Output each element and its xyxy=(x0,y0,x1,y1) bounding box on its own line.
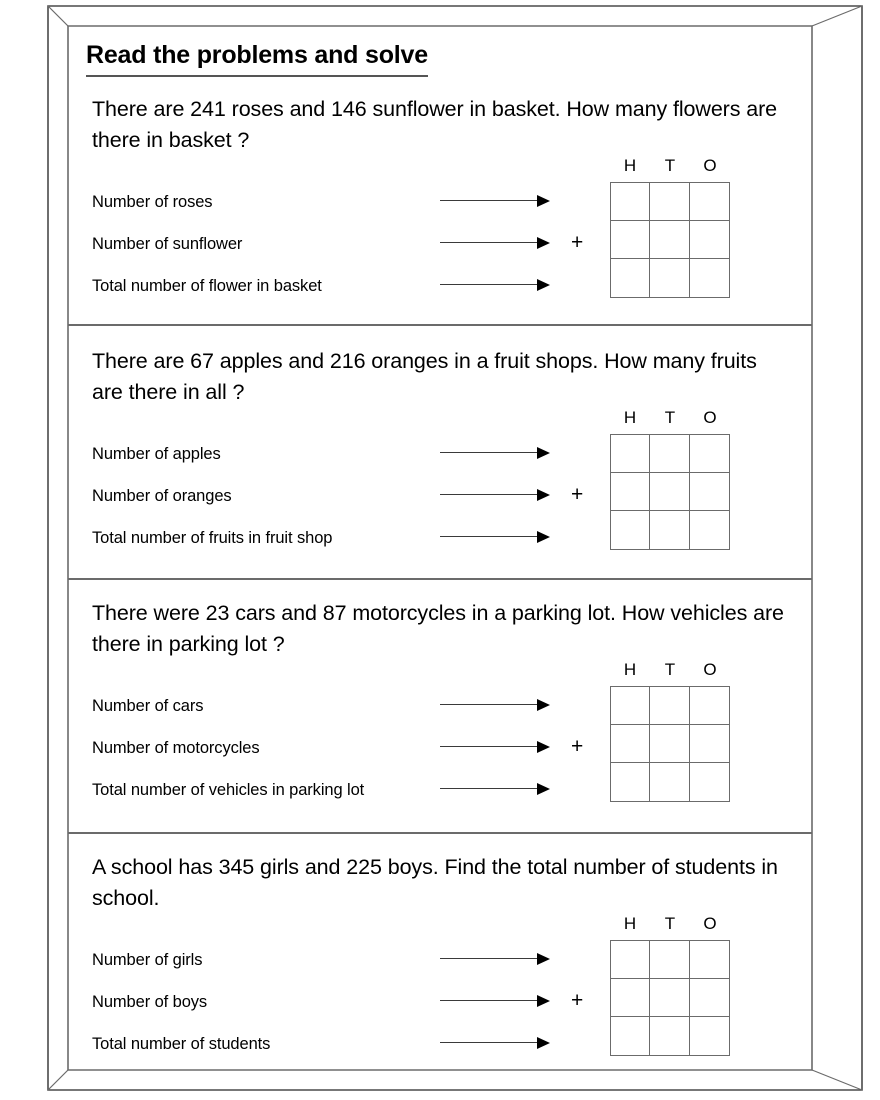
problem-3-row-1-label: Number of cars xyxy=(92,697,204,715)
answer-cell[interactable] xyxy=(611,473,650,511)
answer-cell[interactable] xyxy=(690,435,729,473)
problem-2-row-3-label: Total number of fruits in fruit shop xyxy=(92,529,333,547)
problem-3-answer-grid[interactable] xyxy=(610,686,730,802)
answer-cell[interactable] xyxy=(650,725,689,763)
answer-cell[interactable] xyxy=(690,763,729,801)
problem-3-question: There were 23 cars and 87 motorcycles in a parking lot. How vehicles are there in parking lot ? xyxy=(92,601,784,656)
problem-2-row-2-label: Number of oranges xyxy=(92,487,232,505)
problem-1-row-3-arrow xyxy=(440,279,550,291)
answer-cell[interactable] xyxy=(611,1017,650,1055)
answer-cell[interactable] xyxy=(650,221,689,259)
answer-cell[interactable] xyxy=(690,1017,729,1055)
problem-1-answer-grid[interactable] xyxy=(610,182,730,298)
problem-4-row-3-arrow xyxy=(440,1037,550,1049)
answer-cell[interactable] xyxy=(611,941,650,979)
header-tens: T xyxy=(664,156,676,175)
header-ones: O xyxy=(703,156,717,175)
header-hundreds: H xyxy=(623,156,637,175)
problem-1-question: There are 241 roses and 146 sunflower in basket. How many flowers are there in basket ? xyxy=(92,97,778,152)
problem-3 xyxy=(68,580,812,832)
problem-1-place-value-headers xyxy=(610,156,730,176)
problem-1-row-3-label: Total number of flower in basket xyxy=(92,277,322,295)
problem-2 xyxy=(68,326,812,578)
problem-2-place-value-headers xyxy=(610,408,730,428)
answer-cell[interactable] xyxy=(690,725,729,763)
answer-cell[interactable] xyxy=(690,511,729,549)
answer-cell[interactable] xyxy=(611,221,650,259)
answer-cell[interactable] xyxy=(690,183,729,221)
problem-3-place-value-headers xyxy=(610,660,730,680)
problem-3-row-3-label: Total number of vehicles in parking lot xyxy=(92,781,365,799)
answer-cell[interactable] xyxy=(690,941,729,979)
problem-4-question: A school has 345 girls and 225 boys. Find the total number of students in school. xyxy=(92,855,778,910)
answer-cell[interactable] xyxy=(690,259,729,297)
header-hundreds: H xyxy=(623,914,637,933)
answer-cell[interactable] xyxy=(690,221,729,259)
problem-4-row-1-arrow xyxy=(440,953,550,965)
problem-1-row-2-arrow xyxy=(440,237,550,249)
answer-cell[interactable] xyxy=(650,435,689,473)
answer-cell[interactable] xyxy=(611,183,650,221)
problem-3-row-3-arrow xyxy=(440,783,550,795)
header-tens: T xyxy=(664,408,676,427)
answer-cell[interactable] xyxy=(611,511,650,549)
header-hundreds: H xyxy=(623,660,637,679)
problem-3-row-1-arrow xyxy=(440,699,550,711)
header-hundreds: H xyxy=(623,408,637,427)
answer-cell[interactable] xyxy=(650,763,689,801)
problem-2-question: There are 67 apples and 216 oranges in a fruit shops. How many fruits are there in all ? xyxy=(92,349,757,404)
answer-cell[interactable] xyxy=(611,259,650,297)
answer-cell[interactable] xyxy=(611,979,650,1017)
problem-2-row-3-arrow xyxy=(440,531,550,543)
problem-1-row-1-label: Number of roses xyxy=(92,193,213,211)
problem-4-row-2-label: Number of boys xyxy=(92,993,208,1011)
answer-cell[interactable] xyxy=(650,687,689,725)
problem-2-plus-sign: + xyxy=(571,483,584,506)
problem-3-row-2-arrow xyxy=(440,741,550,753)
problem-1-row-2-label: Number of sunflower xyxy=(92,235,243,253)
answer-cell[interactable] xyxy=(650,979,689,1017)
header-tens: T xyxy=(664,914,676,933)
problem-3-plus-sign: + xyxy=(571,735,584,758)
answer-cell[interactable] xyxy=(650,1017,689,1055)
answer-cell[interactable] xyxy=(690,687,729,725)
answer-cell[interactable] xyxy=(690,979,729,1017)
answer-cell[interactable] xyxy=(650,511,689,549)
answer-cell[interactable] xyxy=(650,473,689,511)
problem-1-row-1-arrow xyxy=(440,195,550,207)
problem-4-row-1-label: Number of girls xyxy=(92,951,203,969)
problem-4 xyxy=(68,832,812,1090)
problem-1-plus-sign: + xyxy=(571,231,584,254)
worksheet-title: Read the problems and solve xyxy=(86,40,428,77)
header-tens: T xyxy=(664,660,676,679)
header-ones: O xyxy=(703,914,717,933)
problem-1 xyxy=(68,26,812,324)
header-ones: O xyxy=(703,408,717,427)
answer-cell[interactable] xyxy=(611,763,650,801)
problem-4-plus-sign: + xyxy=(571,989,584,1012)
answer-cell[interactable] xyxy=(690,473,729,511)
problem-4-row-2-arrow xyxy=(440,995,550,1007)
problem-4-row-3-label: Total number of students xyxy=(92,1035,271,1053)
problem-2-row-1-arrow xyxy=(440,447,550,459)
answer-cell[interactable] xyxy=(650,183,689,221)
problem-4-answer-grid[interactable] xyxy=(610,940,730,1056)
problem-2-row-1-label: Number of apples xyxy=(92,445,221,463)
problem-2-answer-grid[interactable] xyxy=(610,434,730,550)
answer-cell[interactable] xyxy=(611,435,650,473)
answer-cell[interactable] xyxy=(611,725,650,763)
answer-cell[interactable] xyxy=(611,687,650,725)
problem-3-row-2-label: Number of motorcycles xyxy=(92,739,260,757)
header-ones: O xyxy=(703,660,717,679)
answer-cell[interactable] xyxy=(650,259,689,297)
problem-2-row-2-arrow xyxy=(440,489,550,501)
answer-cell[interactable] xyxy=(650,941,689,979)
problem-4-place-value-headers xyxy=(610,914,730,934)
worksheet-body xyxy=(68,26,812,1090)
